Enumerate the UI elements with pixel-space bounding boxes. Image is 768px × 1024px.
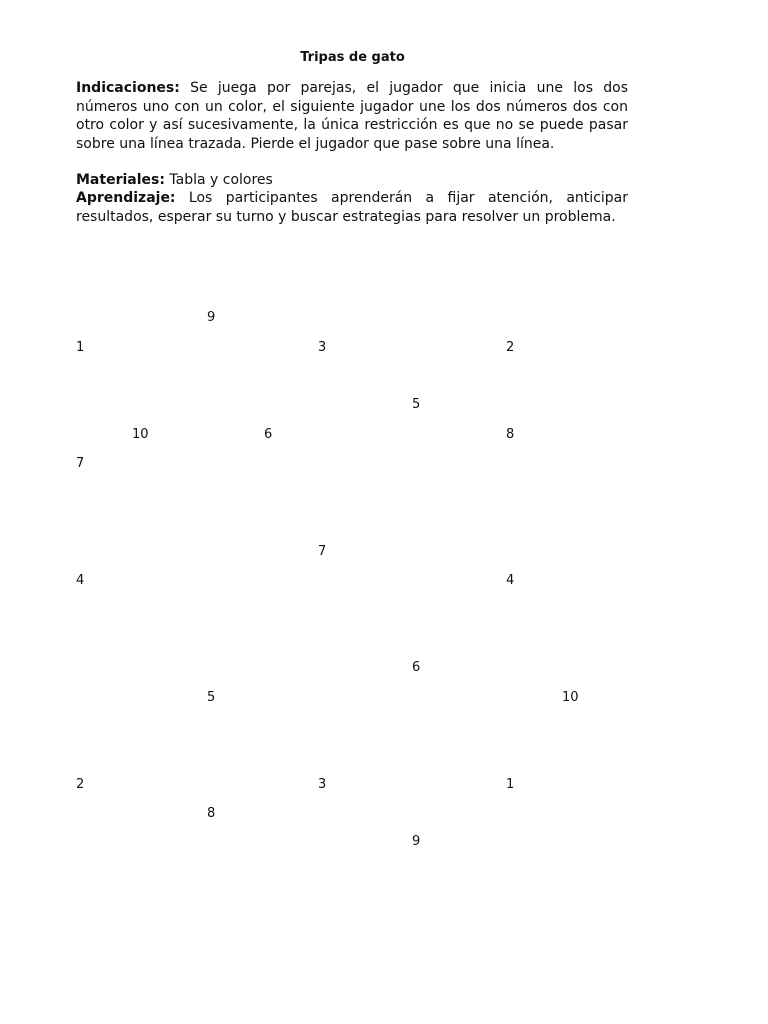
materiales-text: Tabla y colores — [169, 172, 273, 188]
aprendizaje-label: Aprendizaje: — [76, 190, 176, 206]
board-number: 9 — [412, 834, 421, 849]
board-number: 10 — [562, 690, 579, 705]
board-number: 4 — [506, 573, 515, 588]
board-number: 9 — [207, 310, 216, 325]
board-number: 7 — [318, 544, 327, 559]
board-number: 8 — [207, 806, 216, 821]
materiales-paragraph — [76, 171, 628, 190]
board-number: 3 — [318, 777, 327, 792]
board-number: 2 — [76, 777, 85, 792]
board-number: 10 — [132, 427, 149, 442]
board-number: 3 — [318, 340, 327, 355]
board-number: 1 — [506, 777, 515, 792]
board-number: 7 — [76, 456, 85, 471]
materiales-label: Materiales: — [76, 172, 165, 188]
board-number: 5 — [207, 690, 216, 705]
aprendizaje-paragraph — [76, 189, 628, 226]
indicaciones-label: Indicaciones: — [76, 80, 180, 96]
board-number: 1 — [76, 340, 85, 355]
aprendizaje-text: Los participantes aprenderán a fijar atención, anticipar resultados, esperar su turno y buscar estrategias para resolver un problema. — [76, 190, 628, 225]
indicaciones-paragraph — [76, 79, 628, 153]
indicaciones-text: Se juega por parejas, el jugador que inicia une los dos números uno con un color, el siguiente jugador une los dos números dos con otro color y así sucesivamente, la única restricción es que no se puede pasar sobre una línea trazada. Pierde el jugador que pase sobre una línea. — [76, 80, 628, 152]
board-number: 5 — [412, 397, 421, 412]
board-number: 4 — [76, 573, 85, 588]
board-number: 8 — [506, 427, 515, 442]
board-number: 2 — [506, 340, 515, 355]
page-title: Tripas de gato — [300, 50, 405, 65]
board-number: 6 — [264, 427, 273, 442]
board-number: 6 — [412, 660, 421, 675]
